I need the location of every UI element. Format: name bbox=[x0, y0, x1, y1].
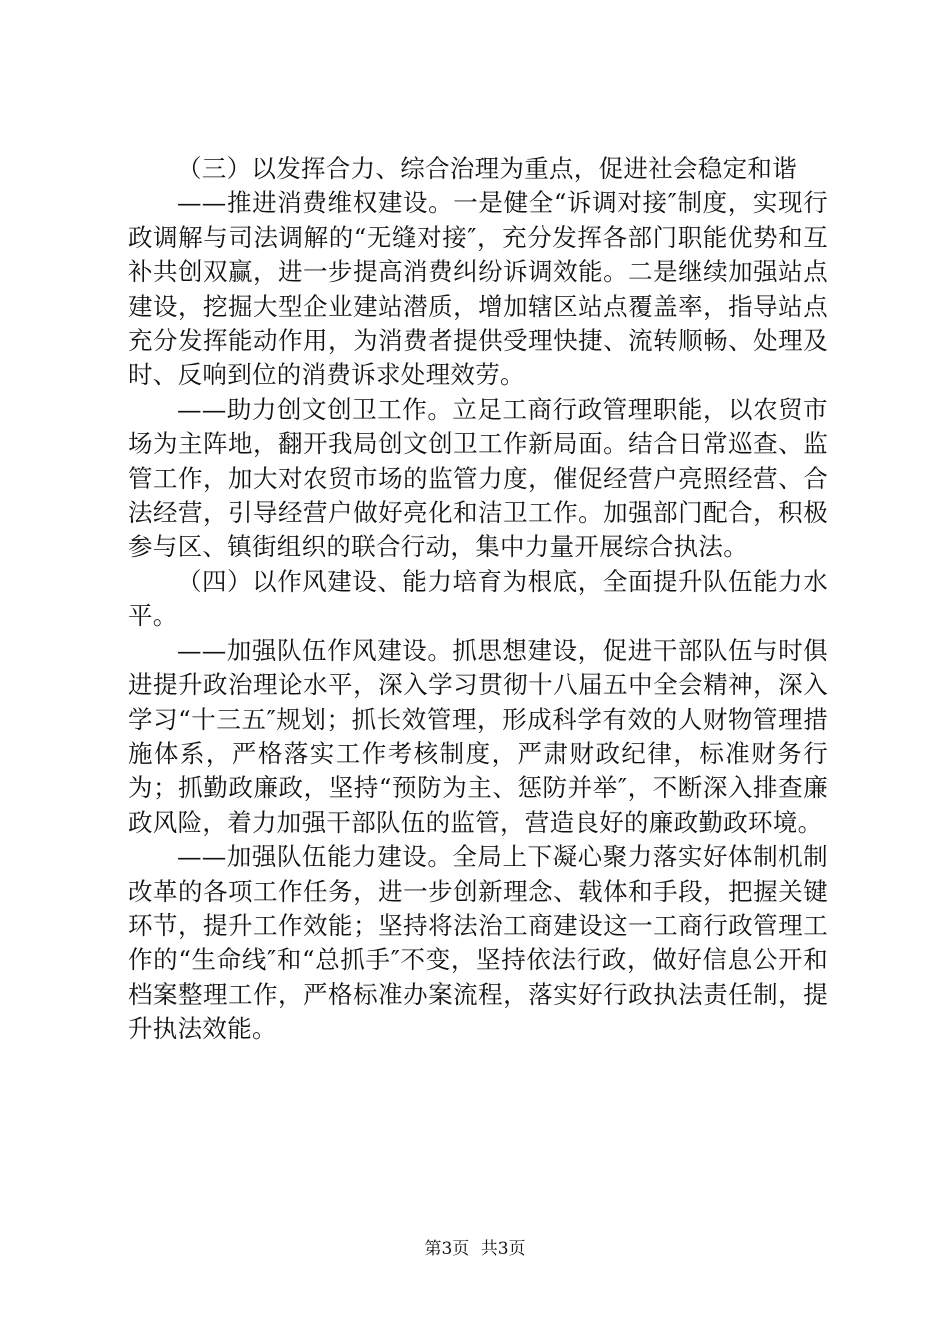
page-footer bbox=[0, 1238, 950, 1260]
document-body bbox=[128, 152, 828, 1047]
paragraph-team-capability: ——加强队伍能力建设。全局上下凝心聚力落实好体制机制改革的各项工作任务，进一步创新理念、载体和手段，把握关键环节，提升工作效能；坚持将法治工商建设这一工商行政管理工作的“生命线″和“总抓手″不变，坚持依法行政，做好信息公开和档案整理工作，严格标准办案流程，落实好行政执法责任制，提升执法效能。 bbox=[128, 842, 828, 1044]
paragraph-team-style: ——加强队伍作风建设。抓思想建设，促进干部队伍与时俱进提升政治理论水平，深入学习贯彻十八届五中全会精神，深入学习“十三五″规划；抓长效管理，形成科学有效的人财物管理措施体系，严格落实工作考核制度，严肃财政纪律，标准财务行为；抓勤政廉政，坚持“预防为主、惩防并举″，不断深入排查廉政风险，着力加强干部队伍的监管，营造良好的廉政勤政环境。 bbox=[128, 635, 828, 837]
paragraph-civilized-city: ——助力创文创卫工作。立足工商行政管理职能，以农贸市场为主阵地，翻开我局创文创卫工作新局面。结合日常巡查、监管工作，加大对农贸市场的监管力度，催促经营户亮照经营、合法经营，引导经营户做好亮化和洁卫工作。加强部门配合，积极参与区、镇街组织的联合行动，集中力量开展综合执法。 bbox=[128, 394, 828, 562]
section-heading-3: （三）以发挥合力、综合治理为重点，促进社会稳定和谐 bbox=[177, 154, 797, 183]
paragraph-consumer-rights: ——推进消费维权建设。一是健全“诉调对接″制度，实现行政调解与司法调解的“无缝对接″，充分发挥各部门职能优势和互补共创双赢，进一步提高消费纠纷诉调效能。二是继续加强站点建设，挖掘大型企业建站潜质，增加辖区站点覆盖率，指导站点充分发挥能动作用，为消费者提供受理快捷、流转顺畅、处理及时、反响到位的消费诉求处理效劳。 bbox=[128, 188, 828, 390]
page-number-current: 第3页 bbox=[424, 1239, 470, 1259]
page-number-total: 共3页 bbox=[480, 1239, 526, 1259]
section-heading-4: （四）以作风建设、能力培育为根底，全面提升队伍能力水平。 bbox=[128, 566, 828, 631]
